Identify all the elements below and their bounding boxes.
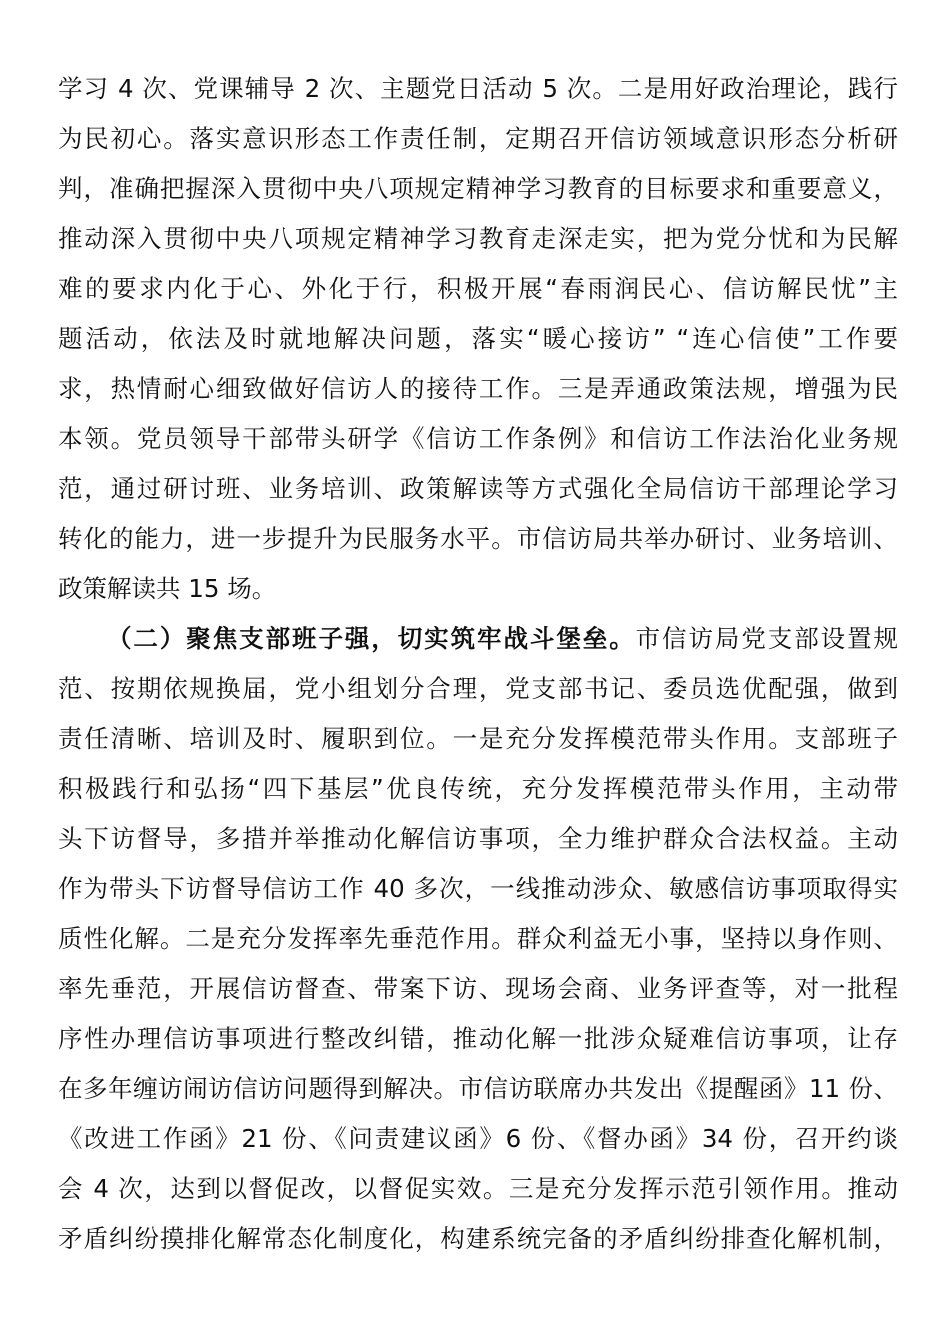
section-heading-line bbox=[58, 614, 898, 664]
text-line: 率先垂范，开展信访督查、带案下访、现场会商、业务评查等，对一批程 bbox=[58, 974, 898, 1003]
text-line: 学习 4 次、党课辅导 2 次、主题党日活动 5 次。二是用好政治理论，践行 bbox=[58, 74, 898, 103]
text-line: 质性化解。二是充分发挥率先垂范作用。群众利益无小事，坚持以身作则、 bbox=[58, 924, 898, 953]
text-line: 范，通过研讨班、业务培训、政策解读等方式强化全局信访干部理论学习 bbox=[58, 474, 898, 503]
text-line: 责任清晰、培训及时、履职到位。一是充分发挥模范带头作用。支部班子 bbox=[58, 724, 898, 753]
text-line: 《改进工作函》21 份、《问责建议函》6 份、《督办函》34 份，召开约谈 bbox=[58, 1124, 898, 1153]
text-line: 推动深入贯彻中央八项规定精神学习教育走深走实，把为党分忧和为民解 bbox=[58, 224, 898, 253]
text-line: 在多年缠访闹访信访问题得到解决。市信访联席办共发出《提醒函》11 份、 bbox=[58, 1074, 898, 1103]
text-line: 矛盾纠纷摸排化解常态化制度化，构建系统完备的矛盾纠纷排查化解机制， bbox=[58, 1224, 898, 1253]
body-text bbox=[58, 64, 898, 1264]
text-line: 积极践行和弘扬“四下基层”优良传统，充分发挥模范带头作用，主动带 bbox=[58, 774, 898, 803]
text-line: 会 4 次，达到以督促改，以督促实效。三是充分发挥示范引领作用。推动 bbox=[58, 1174, 898, 1203]
text-line: 范、按期依规换届，党小组划分合理，党支部书记、委员选优配强，做到 bbox=[58, 674, 898, 703]
text-line: 政策解读共 15 场。 bbox=[58, 574, 277, 603]
text-line: 题活动，依法及时就地解决问题，落实“暖心接访” “连心信使”工作要 bbox=[58, 324, 898, 353]
text-line: 难的要求内化于心、外化于行，积极开展“春雨润民心、信访解民忧”主 bbox=[58, 274, 898, 303]
text-line: 判，准确把握深入贯彻中央八项规定精神学习教育的目标要求和重要意义， bbox=[58, 174, 898, 203]
text-line: 头下访督导，多措并举推动化解信访事项，全力维护群众合法权益。主动 bbox=[58, 824, 898, 853]
text-line: 本领。党员领导干部带头研学《信访工作条例》和信访工作法治化业务规 bbox=[58, 424, 898, 453]
text-line: 转化的能力，进一步提升为民服务水平。市信访局共举办研讨、业务培训、 bbox=[58, 524, 898, 553]
text-line: 序性办理信访事项进行整改纠错，推动化解一批涉众疑难信访事项，让存 bbox=[58, 1024, 898, 1053]
text-line: 为民初心。落实意识形态工作责任制，定期召开信访领域意识形态分析研 bbox=[58, 124, 898, 153]
text-line: 求，热情耐心细致做好信访人的接待工作。三是弄通政策法规，增强为民 bbox=[58, 374, 898, 403]
text-line: 作为带头下访督导信访工作 40 多次，一线推动涉众、敏感信访事项取得实 bbox=[58, 874, 898, 903]
heading-line-rest: 市信访局党支部设置规 bbox=[635, 624, 898, 653]
section-heading: （二）聚焦支部班子强，切实筑牢战斗堡垒。 bbox=[107, 624, 636, 653]
